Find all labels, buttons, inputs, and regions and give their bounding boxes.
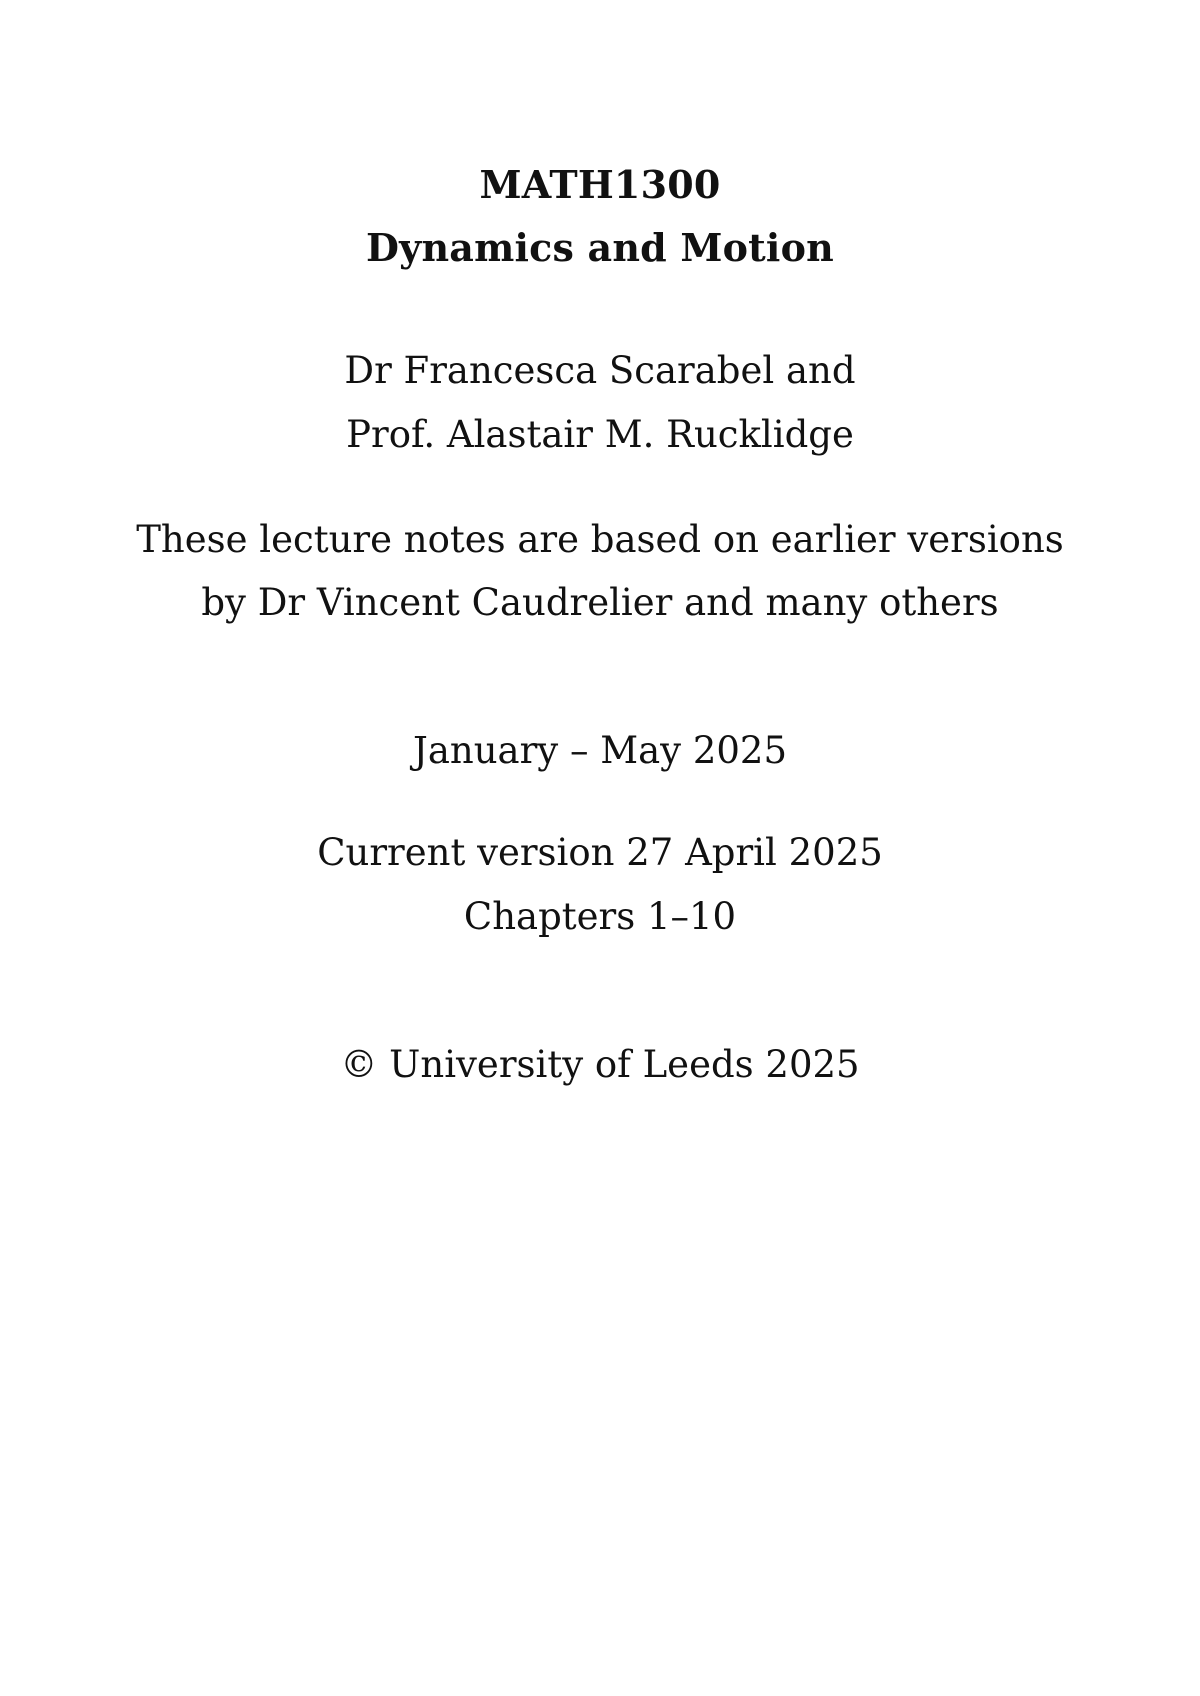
chapters-range: Chapters 1–10 xyxy=(463,895,737,938)
course-code: MATH1300 xyxy=(479,162,721,207)
acknowledgement-line-2: by Dr Vincent Caudrelier and many others xyxy=(201,581,999,624)
author-line-2: Prof. Alastair M. Rucklidge xyxy=(346,413,854,456)
course-name: Dynamics and Motion xyxy=(366,225,834,270)
current-version: Current version 27 April 2025 xyxy=(317,831,883,874)
copyright-notice: © University of Leeds 2025 xyxy=(340,1043,860,1086)
author-line-1: Dr Francesca Scarabel and xyxy=(344,349,856,392)
acknowledgement-line-1: These lecture notes are based on earlier versions xyxy=(136,518,1064,561)
term-dates: January – May 2025 xyxy=(413,729,787,772)
